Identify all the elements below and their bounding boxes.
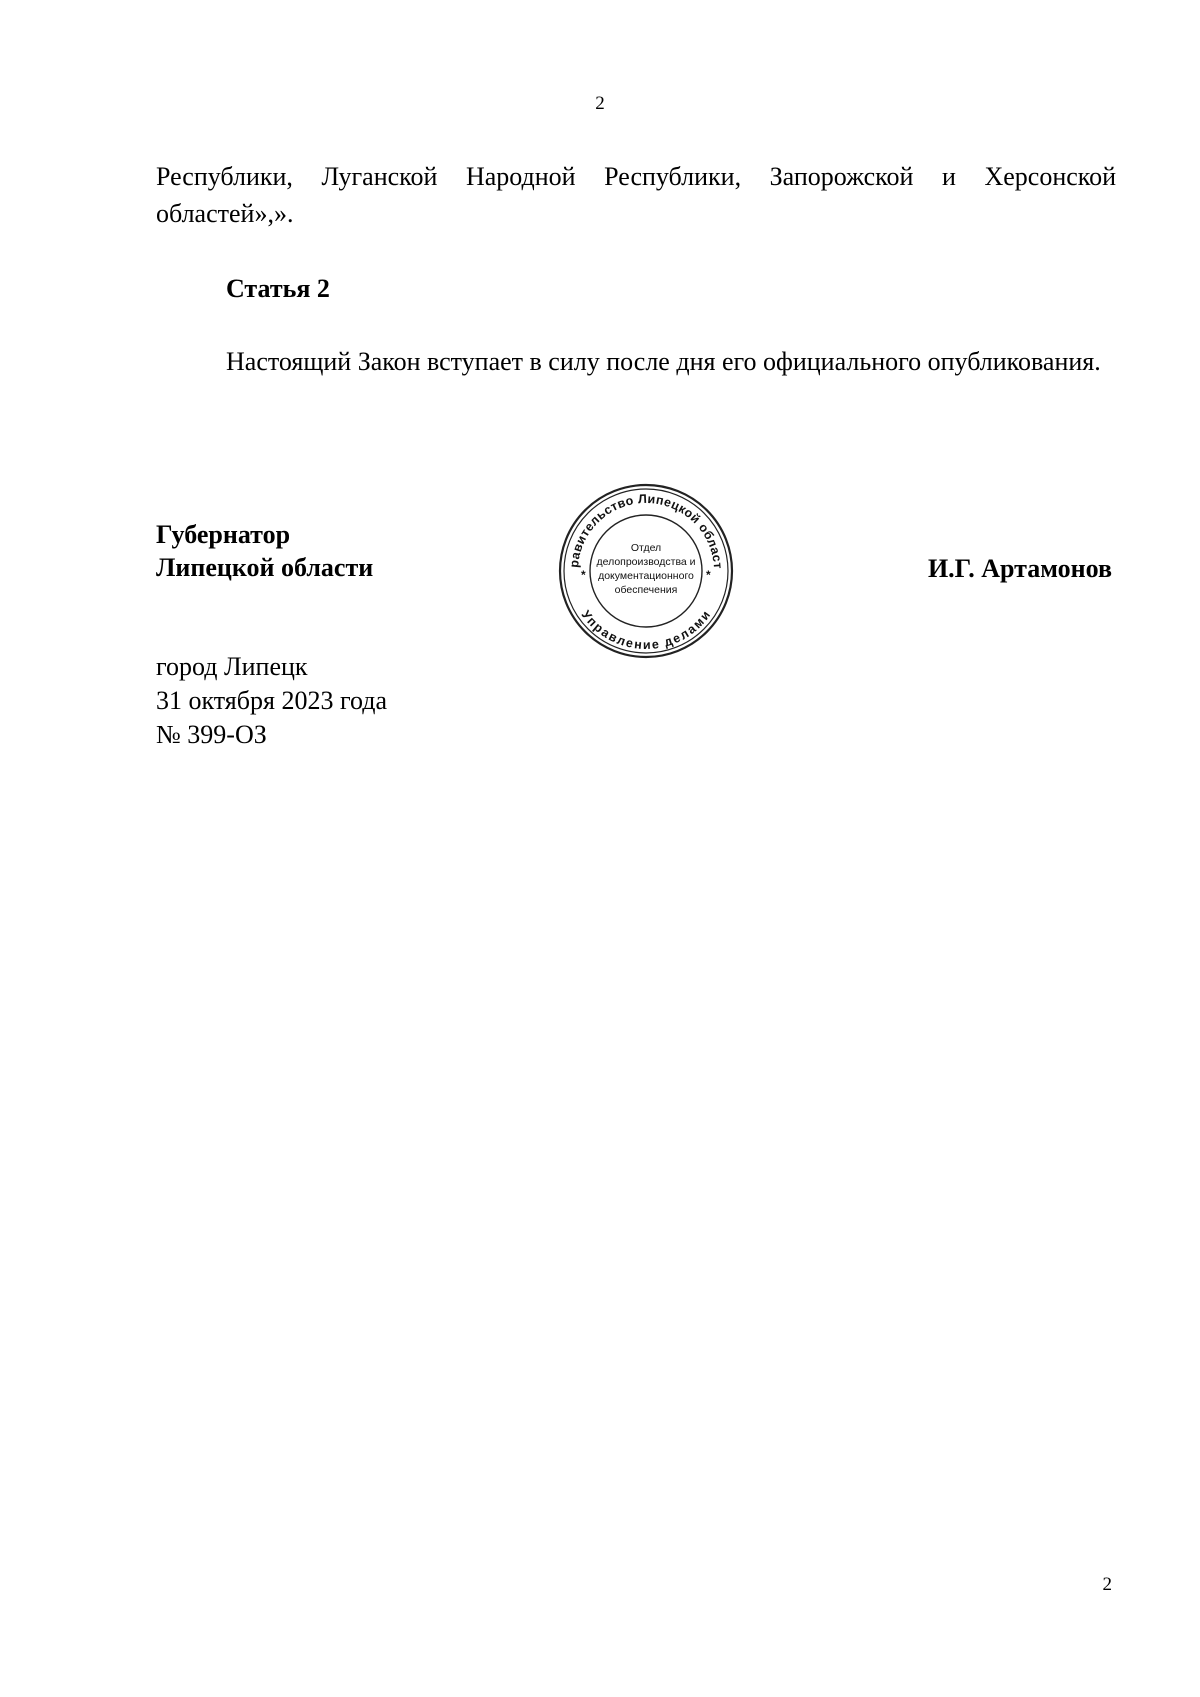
signatory-title-line2: Липецкой области — [156, 553, 374, 582]
paragraph-effective-date: Настоящий Закон вступает в силу после дня его официального опубликования. — [226, 347, 1101, 376]
stamp-center-line-2: делопроизводства и — [596, 556, 696, 568]
signatory-title-line1: Губернатор — [156, 520, 291, 549]
stamp-ring-text: равительство Липецкой област — [567, 491, 726, 570]
stamp-center-line-3: документационного — [598, 570, 694, 582]
official-stamp — [556, 481, 736, 661]
signatory-title — [156, 518, 373, 584]
footer-city: город Липецк — [156, 652, 308, 681]
article-heading: Статья 2 — [226, 274, 330, 303]
svg-text:*: * — [581, 568, 586, 582]
stamp-bottom-text: Управление делами — [578, 607, 714, 653]
footer-number: № 399-ОЗ — [156, 720, 267, 749]
footer-date: 31 октября 2023 года — [156, 686, 387, 715]
stamp-center-line-4: обеспечения — [614, 584, 678, 596]
svg-text:*: * — [706, 568, 711, 582]
document-footer — [156, 650, 387, 752]
svg-text:Управление делами — [579, 608, 714, 652]
stamp-seal-icon — [556, 481, 736, 661]
page-number-top: 2 — [595, 93, 605, 114]
paragraph-continuation: Республики, Луганской Народной Республики, Запорожской и Херсонской областей»,». — [156, 162, 1116, 228]
signatory-name: И.Г. Артамонов — [927, 554, 1112, 583]
page-number-bottom: 2 — [1102, 1574, 1112, 1595]
stamp-center-line-1: Отдел — [630, 542, 662, 554]
